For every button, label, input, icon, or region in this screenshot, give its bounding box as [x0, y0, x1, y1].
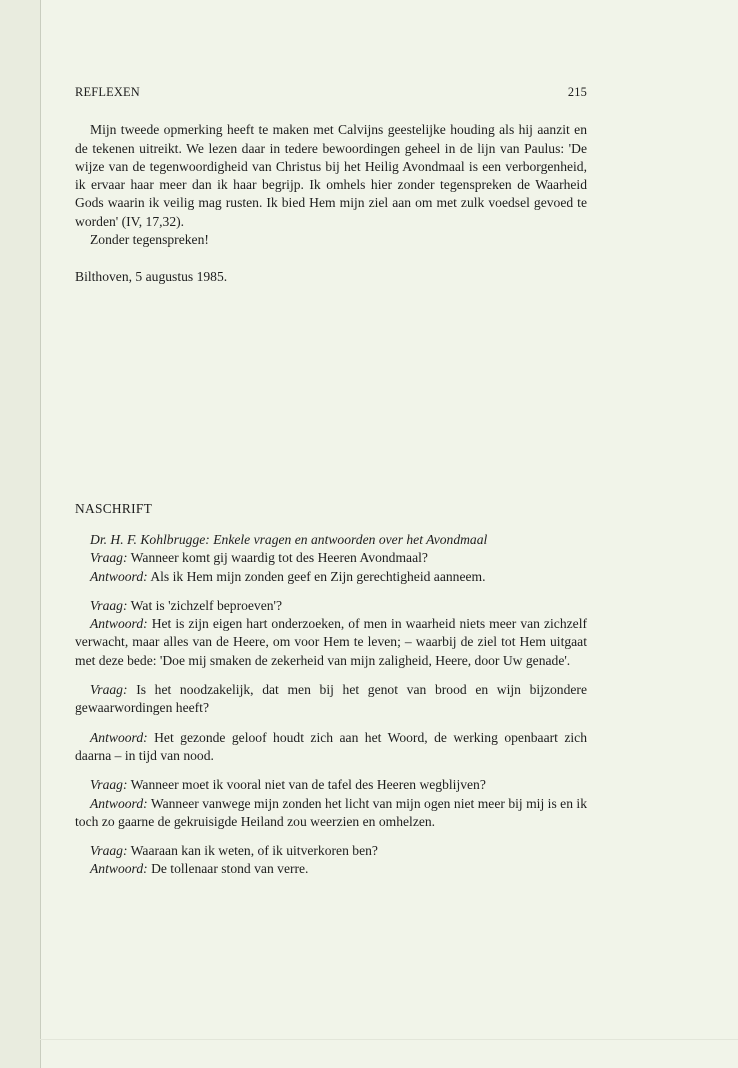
running-header — [75, 83, 587, 101]
section-title: NASCHRIFT — [75, 500, 153, 516]
question-label: Vraag: — [90, 843, 128, 859]
qa-block-5 — [75, 842, 587, 879]
body-paragraph: Mijn tweede opmerking heeft te maken met Calvijns geestelijke houding als hij aanzit en de tekenen uitreikt. We lezen daar in tedere bewoordingen geheel in de lijn van Paulus: 'De wijze van de tegenwoordigheid van Christus bij het Heilig Avondmaal is een verborgenheid, ik ervaar haar meer dan ik haar begrijp. Ik omhels hier zonder tegenspreken de Waarheid Gods waarin ik veilig mag rusten. Ik bied Hem mijn ziel aan om met zulk voedsel gevoed te worden' (IV, 17,32). — [75, 122, 587, 229]
answer — [75, 615, 587, 670]
answer-text: Als ik Hem mijn zonden geef en Zijn gerechtigheid aanneem. — [150, 568, 486, 584]
qa-block-2 — [75, 597, 587, 670]
question — [75, 681, 587, 718]
answer-label: Antwoord: — [90, 729, 148, 745]
question-text: Wanneer komt gij waardig tot des Heeren Avondmaal? — [130, 550, 428, 566]
page-number: 215 — [567, 85, 587, 99]
running-title: REFLEXEN — [75, 85, 140, 99]
qa-block-1 — [75, 549, 587, 586]
qa-block-3 — [75, 681, 587, 718]
postscript-subtitle: Dr. H. F. Kohlbrugge: Enkele vragen en antwoorden over het Avondmaal — [90, 531, 488, 547]
book-page — [40, 0, 738, 1068]
question — [75, 597, 587, 615]
question-text: Wat is 'zichzelf beproeven'? — [130, 597, 283, 613]
question-text: Waaraan kan ik weten, of ik uitverkoren ben? — [130, 843, 378, 859]
question-text: Wanneer moet ik vooral niet van de tafel des Heeren wegblijven? — [130, 777, 486, 793]
body-paragraph-closing: Zonder tegenspreken! — [90, 232, 209, 248]
answer-label: Antwoord: — [90, 861, 148, 877]
answer — [75, 795, 587, 832]
qa-block-4 — [75, 776, 587, 831]
answer-text: Het gezonde geloof houdt zich aan het Woord, de werking openbaart zich daarna – in tijd van nood. — [75, 729, 587, 763]
answer-text: De tollenaar stond van verre. — [151, 861, 309, 877]
question-label: Vraag: — [90, 597, 128, 613]
page-content — [75, 83, 587, 879]
answer-text: Het is zijn eigen hart onderzoeken, of men in waarheid niets meer van zichzelf verwacht, maar alles van de Heere, om voor Hem te leven; – waarbij de ziel tot Hem uitgaat met deze bede: 'Doe mij smaken de zekerheid van mijn zaligheid, Heere, door Uw genade'. — [75, 616, 587, 668]
answer-text: Wanneer vanwege mijn zonden het licht van mijn ogen niet meer bij mij is en ik toch zo gaarne de gekruisigde Heiland zou weerzien en omhelzen. — [75, 795, 587, 829]
question-label: Vraag: — [90, 682, 128, 698]
question-label: Vraag: — [90, 550, 128, 566]
qa-block-3-answer — [75, 729, 587, 766]
answer — [75, 568, 587, 586]
answer — [75, 729, 587, 766]
question — [75, 842, 587, 860]
question — [75, 549, 587, 567]
question — [75, 776, 587, 794]
answer-label: Antwoord: — [90, 568, 148, 584]
question-text: Is het noodzakelijk, dat men bij het genot van brood en wijn bijzondere gewaarwordingen heeft? — [75, 682, 587, 716]
answer — [75, 860, 587, 878]
answer-label: Antwoord: — [90, 795, 148, 811]
answer-label: Antwoord: — [90, 616, 148, 632]
question-label: Vraag: — [90, 777, 128, 793]
place-date: Bilthoven, 5 augustus 1985. — [75, 269, 228, 285]
